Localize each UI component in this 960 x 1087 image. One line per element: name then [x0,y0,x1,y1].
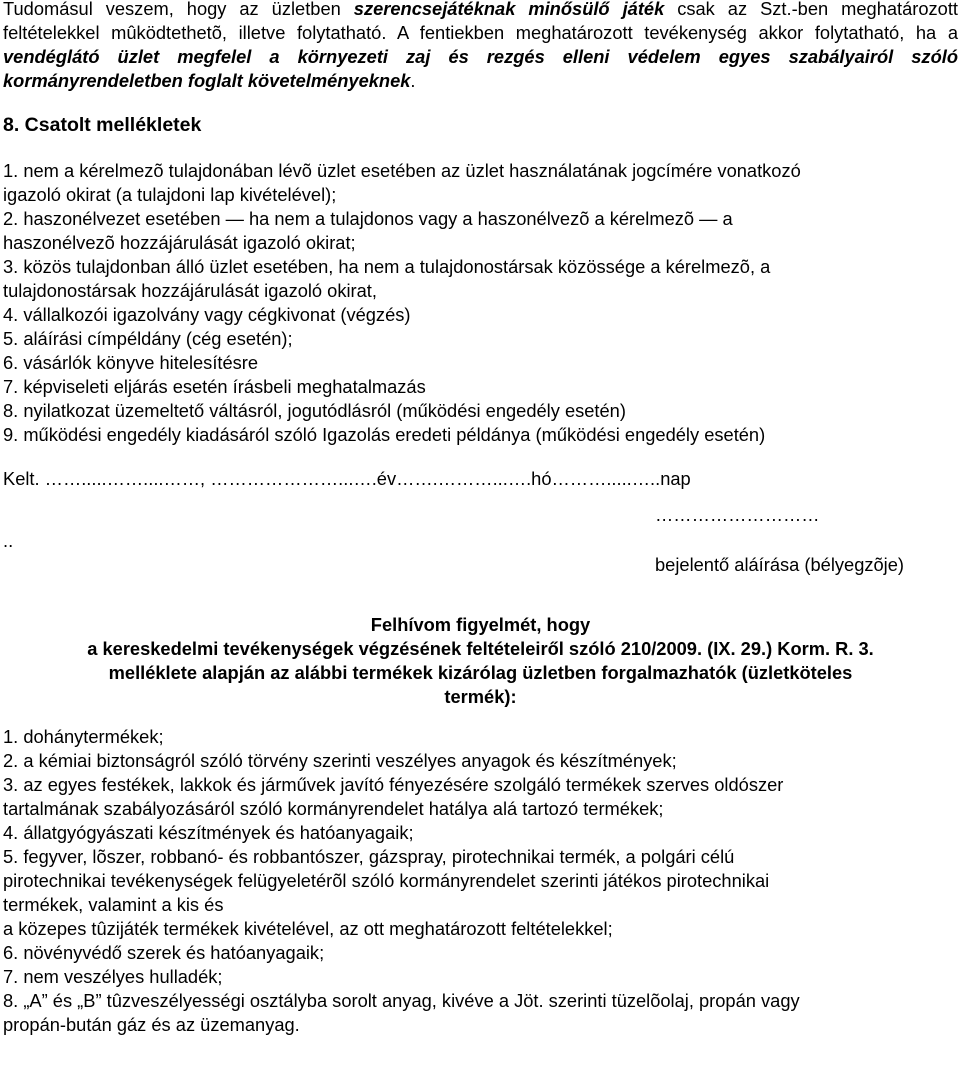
intro-line-4-end: . [410,70,416,91]
notice-line-3: melléklete alapján az alábbi termékek kizárólag üzletben forgalmazhatók (üzletköteles [108,662,853,683]
product-line: tartalmának szabályozásáról szóló kormányrendelet hatálya alá tartozó termékek; [3,798,664,819]
product-line: 2. a kémiai biztonságról szóló törvény szerinti veszélyes anyagok és készítmények; [3,750,677,771]
products-list [3,725,958,1037]
signature-dots-left: .. [3,530,14,551]
attachment-line: haszonélvezõ hozzájárulását igazoló okirat; [3,232,356,253]
intro-emphasis-regulation: kormányrendeletben foglalt követelményeknek [3,70,411,91]
attachment-line: tulajdonostársak hozzájárulását igazoló okirat, [3,280,377,301]
product-line: a közepes tûzijáték termékek kivételével, az ott meghatározott feltételekkel; [3,918,613,939]
product-line: 5. fegyver, lõszer, robbanó- és robbantószer, gázspray, pirotechnikai termék, a polgári célú [3,846,735,867]
intro-line-2: feltételekkel mûködtethetõ, illetve folytatható. A fentiekben meghatározott tevékenység akkor folytatható, ha a [3,22,958,43]
attachment-line: 3. közös tulajdonban álló üzlet esetében, ha nem a tulajdonostársak közössége a kérelmezõ, a [3,256,771,277]
attachment-line: igazoló okirat (a tulajdoni lap kivételével); [3,184,337,205]
attachment-line: 6. vásárlók könyve hitelesítésre [3,352,259,373]
product-line: pirotechnikai tevékenységek felügyeletérõl szóló kormányrendelet szerinti játékos pirotechnikai [3,870,770,891]
attachments-list [3,159,958,447]
product-line: propán-bután gáz és az üzemanyag. [3,1014,300,1035]
notice-heading [3,613,958,709]
attachment-line: 1. nem a kérelmezõ tulajdonában lévõ üzlet esetében az üzlet használatának jogcímére vonatkozó [3,160,801,181]
notice-line-1: Felhívom figyelmét, hogy [370,614,591,635]
signature-label: bejelentő aláírása (bélyegzõje) [655,554,904,575]
intro-line-3: vendéglátó üzlet megfelel a környezeti zaj és rezgés elleni védelem egyes szabályairól szóló [3,46,958,67]
notice-line-2: a kereskedelmi tevékenységek végzésének feltételeiről szóló 210/2009. (IX. 29.) Korm. R. 3. [87,638,874,659]
intro-line-4 [3,69,958,93]
attachment-line: 4. vállalkozói igazolvány vagy cégkivonat (végzés) [3,304,411,325]
attachment-line: 7. képviseleti eljárás esetén írásbeli meghatalmazás [3,376,426,397]
product-line: 3. az egyes festékek, lakkok és járművek javító fényezésére szolgáló termékek szerves oldószer [3,774,784,795]
intro-paragraph [3,0,958,93]
date-line: Kelt. …….....……....……, …………………...….év…….………...….hó……….....…..nap [3,468,691,489]
intro-line-1-end: csak az Szt.-ben meghatározott [664,0,959,19]
notice-line-4: termék): [444,686,517,707]
attachment-line: 9. működési engedély kiadásáról szóló Igazolás eredeti példánya (működési engedély esetén) [3,424,766,445]
signature-block [3,491,958,587]
attachment-line: 5. aláírási címpéldány (cég esetén); [3,328,293,349]
product-line: termékek, valamint a kis és [3,894,224,915]
section-title-attachments: 8. Csatolt mellékletek [3,114,202,136]
intro-line-1 [3,0,958,21]
signature-dotted-line: ……………………… [655,504,820,525]
attachment-line: 2. haszonélvezet esetében — ha nem a tulajdonos vagy a haszonélvezõ a kérelmezõ — a [3,208,733,229]
product-line: 8. „A” és „B” tûzveszélyességi osztályba sorolt anyag, kivéve a Jöt. szerinti tüzelõolaj, propán vagy [3,990,800,1011]
product-line: 1. dohánytermékek; [3,726,164,747]
intro-line-1-start: Tudomásul veszem, hogy az üzletben [3,0,354,19]
intro-emphasis-gambling: szerencsejátéknak minősülő játék [353,0,665,19]
product-line: 4. állatgyógyászati készítmények és hatóanyagaik; [3,822,414,843]
product-line: 7. nem veszélyes hulladék; [3,966,223,987]
product-line: 6. növényvédő szerek és hatóanyagaik; [3,942,325,963]
attachment-line: 8. nyilatkozat üzemeltető váltásról, jogutódlásról (működési engedély esetén) [3,400,626,421]
